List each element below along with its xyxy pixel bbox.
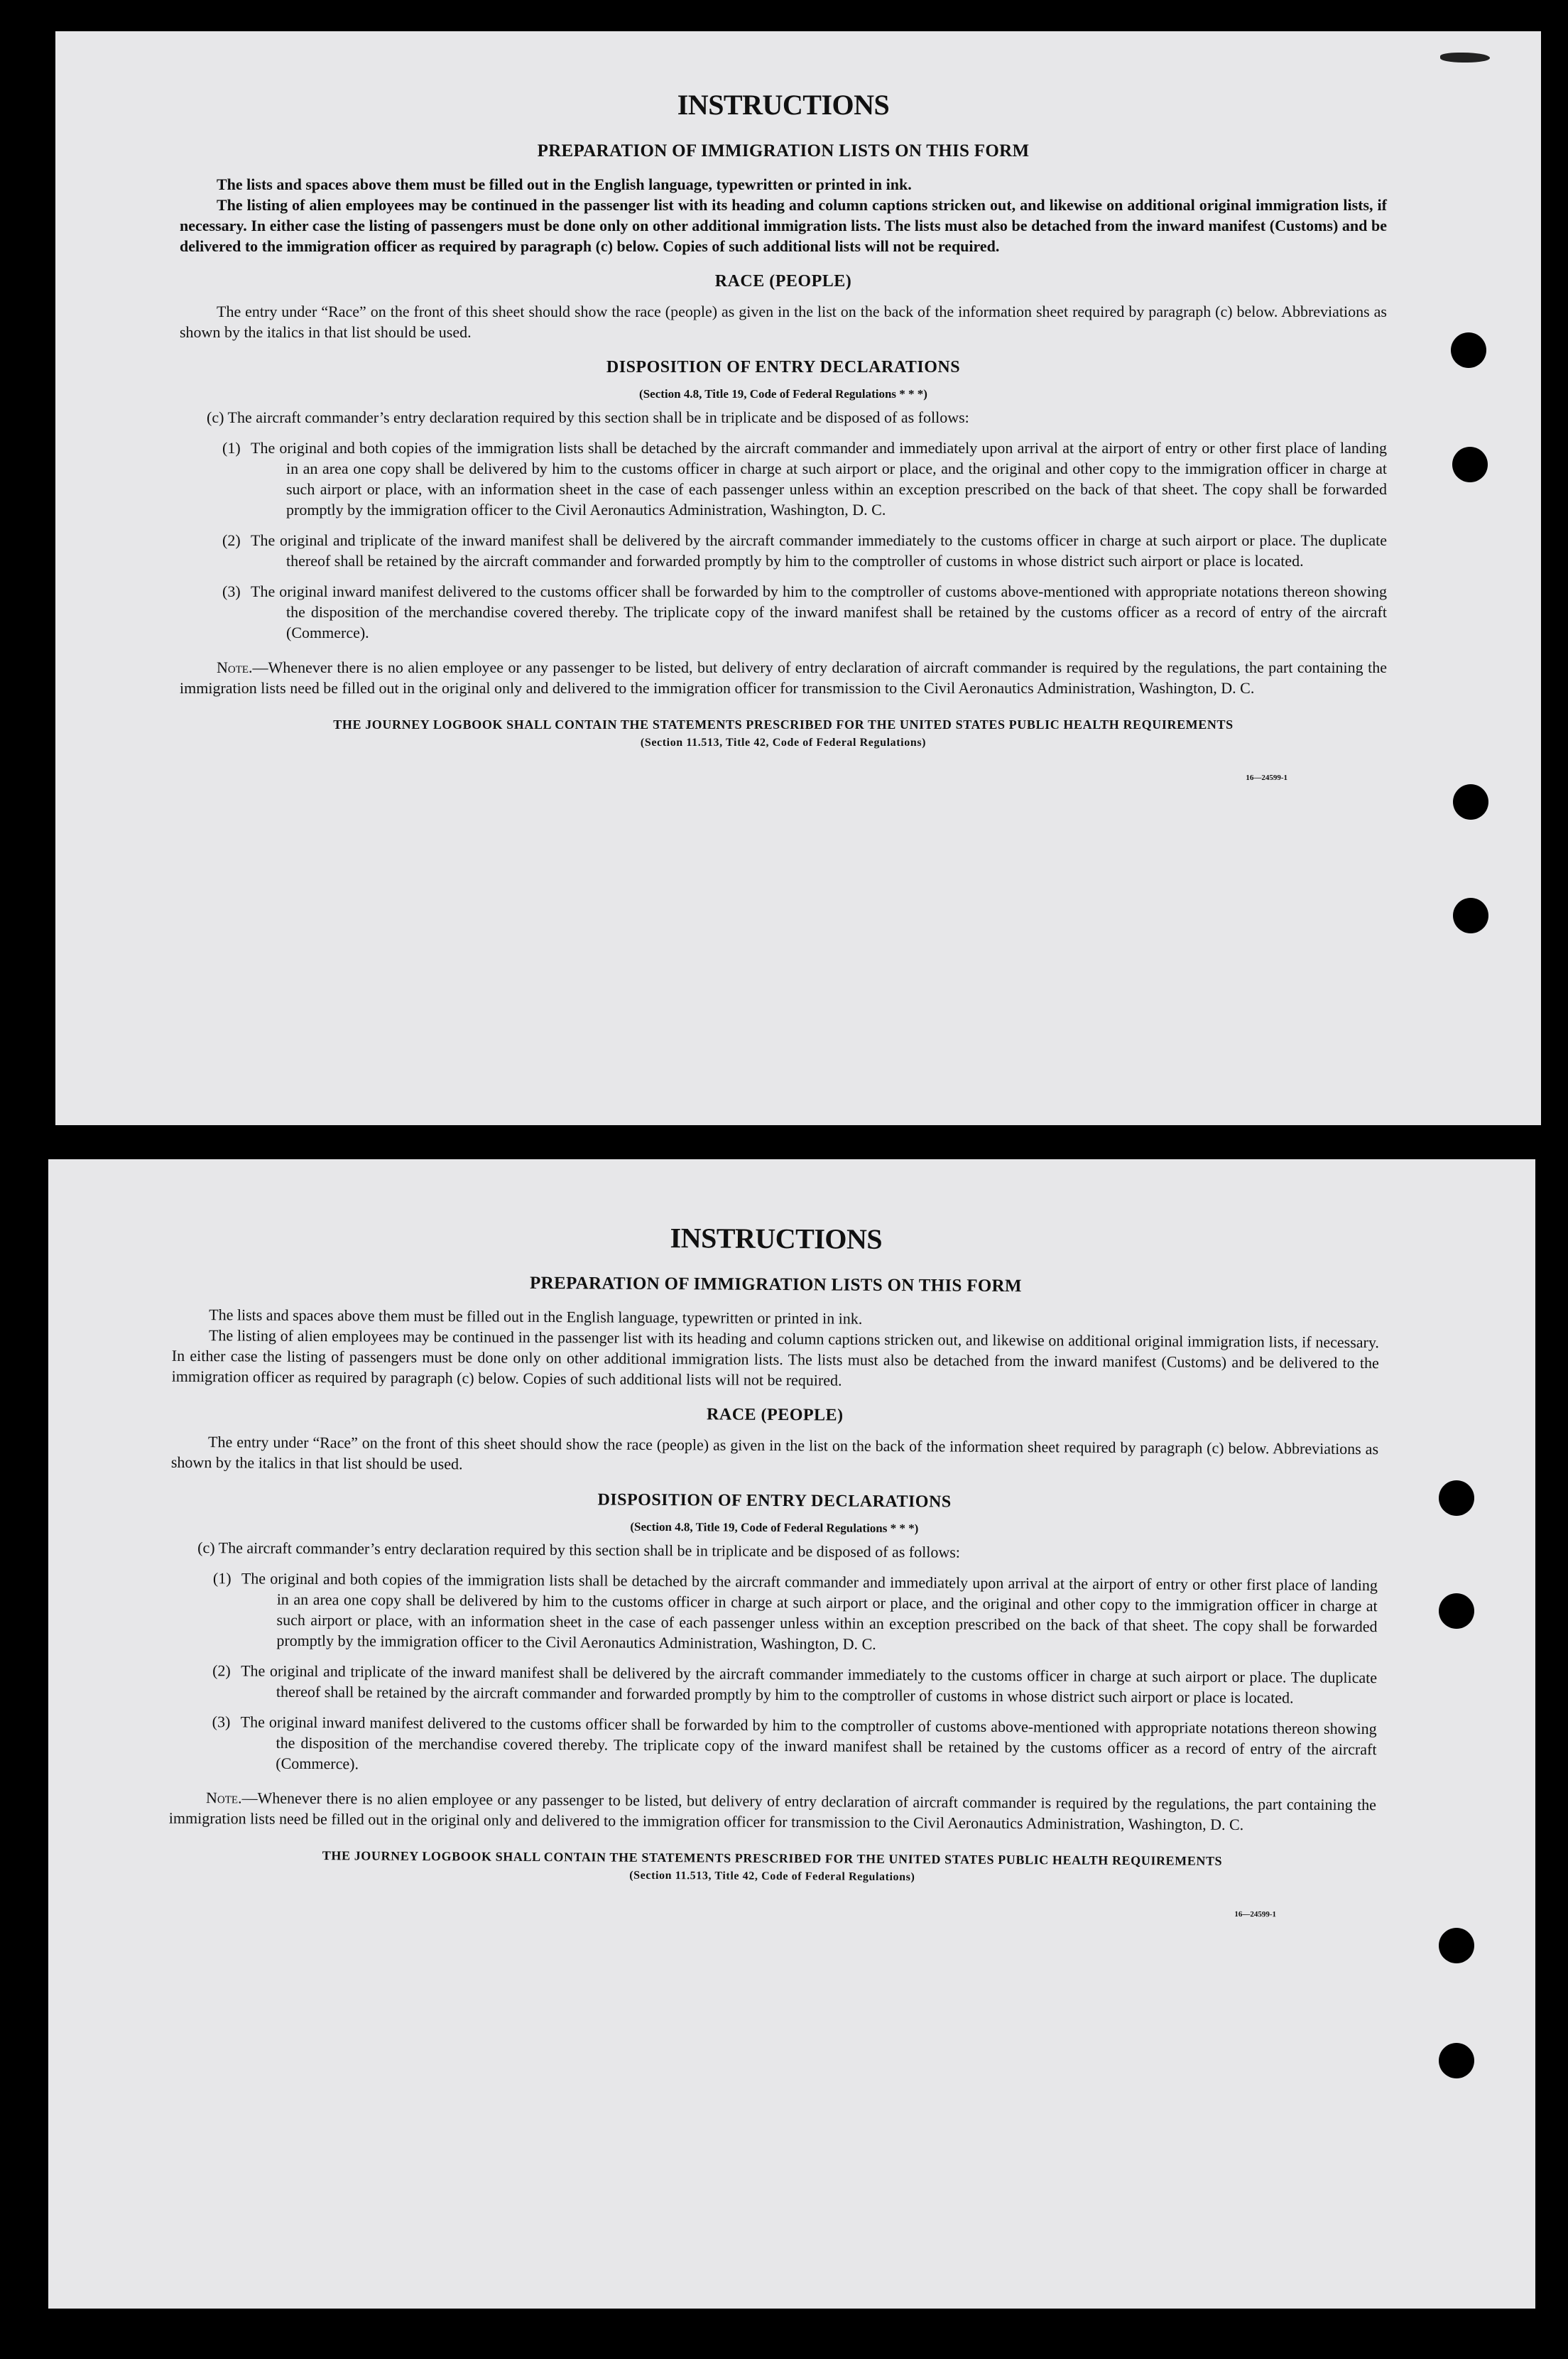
logbook-statement: THE JOURNEY LOGBOOK SHALL CONTAIN THE STATEMENTS PRESCRIBED FOR THE UNITED STATES PUBLIC HEALTH REQUIREMENTS xyxy=(322,1848,1223,1868)
list-item-text: The original inward manifest delivered to the customs officer shall be forwarded by him to the comptroller of customs above-mentioned with appropriate notations thereon showing the disposition of the merchandise covered thereby. The triplicate copy of the inward manifest shall be retained by the customs officer as a record of entry of the aircraft (Commerce). xyxy=(251,582,1387,641)
note-label: Note. xyxy=(217,658,253,676)
logbook-citation: (Section 11.513, Title 42, Code of Federal Regulations) xyxy=(640,737,927,749)
disposition-intro: (c) The aircraft commander’s entry declaration required by this section shall be in triplicate and be disposed of as follows: xyxy=(207,408,969,426)
sheet-content xyxy=(180,88,1387,782)
race-paragraph: The entry under “Race” on the front of this sheet should show the race (people) as given in the list on the back of the information sheet required by paragraph (c) below. Abbreviations as shown by the italics in that list should be used. xyxy=(170,1433,1379,1473)
page-title: INSTRUCTIONS xyxy=(677,89,890,121)
form-number: 16—24599-1 xyxy=(1234,1909,1277,1919)
preparation-paragraph-2: The listing of alien employees may be continued in the passenger list with its heading and column captions stricken out, and likewise on additional original immigration lists, if necessary. In either case the listing of passengers must be done only on other additional immigration lists. The lists must also be detached from the inward manifest (Customs) and be delivered to the immigration officer as required by paragraph (c) below. Copies of such additional lists will not be required. xyxy=(171,1326,1380,1389)
punch-hole xyxy=(1453,784,1488,820)
list-item-number: (2) xyxy=(222,531,241,549)
list-item-number: (1) xyxy=(212,1569,232,1588)
list-item-number: (1) xyxy=(222,439,241,457)
logbook-requirement xyxy=(168,1845,1376,1889)
section-heading-race: RACE (PEOPLE) xyxy=(707,1405,844,1425)
list-item-number: (3) xyxy=(222,582,241,600)
instruction-sheet-top xyxy=(55,31,1541,1125)
preparation-paragraph-2: The listing of alien employees may be continued in the passenger list with its heading and column captions stricken out, and likewise on additional original immigration lists, if necessary. In either case the listing of passengers must be done only on other additional immigration lists. The lists must also be detached from the inward manifest (Customs) and be delivered to the immigration officer as required by paragraph (c) below. Copies of such additional lists will not be required. xyxy=(180,196,1387,255)
list-item xyxy=(180,438,1387,520)
instruction-sheet-bottom xyxy=(48,1159,1535,2309)
race-paragraph: The entry under “Race” on the front of this sheet should show the race (people) as given in the list on the back of the information sheet required by paragraph (c) below. Abbreviations as shown by the italics in that list should be used. xyxy=(180,303,1387,341)
disposition-citation: (Section 4.8, Title 19, Code of Federal Regulations * * *) xyxy=(630,1519,919,1536)
sheet-content xyxy=(168,1218,1380,1919)
list-item xyxy=(180,530,1387,571)
note-paragraph xyxy=(180,657,1387,698)
note-label: Note. xyxy=(205,1789,242,1807)
note-text: —Whenever there is no alien employee or any passenger to be listed, but delivery of entry declaration of aircraft commander is required by the regulations, the part containing the immigration lists need be filled out in the original only and delivered to the immigration officer for transmission to the Civil Aeronautics Administration, Washington, D. C. xyxy=(168,1789,1377,1834)
list-item-text: The original and both copies of the immigration lists shall be detached by the aircraft commander and immediately upon arrival at the airport of entry or other first place of landing in an area one copy shall be delivered by him to the customs officer in charge at such airport or place, and the original and other copy to the immigration officer in charge at such airport or place, with an information sheet in the case of each passenger unless within an exception prescribed on the back of that sheet. The copy shall be forwarded promptly by the immigration officer to the Civil Aeronautics Administration, Washington, D. C. xyxy=(241,1569,1378,1653)
preparation-paragraph-1: The lists and spaces above them must be filled out in the English language, typewritten or printed in ink. xyxy=(209,1306,863,1328)
list-item xyxy=(170,1568,1378,1657)
list-item xyxy=(169,1711,1376,1780)
punch-hole xyxy=(1452,447,1488,482)
list-item-text: The original inward manifest delivered to the customs officer shall be forwarded by him to the comptroller of customs above-mentioned with appropriate notations thereon showing the disposition of the merchandise covered thereby. The triplicate copy of the inward manifest shall be retained by the customs officer as a record of entry of the aircraft (Commerce). xyxy=(240,1713,1377,1773)
punch-hole xyxy=(1439,1480,1474,1516)
disposition-intro: (c) The aircraft commander’s entry declaration required by this section shall be in triplicate and be disposed of as follows: xyxy=(197,1539,961,1561)
punch-hole xyxy=(1439,2043,1474,2078)
list-item-text: The original and both copies of the immigration lists shall be detached by the aircraft commander and immediately upon arrival at the airport of entry or other first place of landing in an area one copy shall be delivered by him to the customs officer in charge at such airport or place, and the original and other copy to the immigration officer in charge at such airport or place, with an information sheet in the case of each passenger unless within an exception prescribed on the back of that sheet. The copy shall be forwarded promptly by the immigration officer to the Civil Aeronautics Administration, Washington, D. C. xyxy=(251,439,1387,519)
ink-smudge xyxy=(1440,53,1490,63)
section-heading-disposition: DISPOSITION OF ENTRY DECLARATIONS xyxy=(597,1490,952,1512)
list-item-number: (2) xyxy=(212,1661,231,1680)
list-item-number: (3) xyxy=(212,1713,231,1731)
list-item xyxy=(170,1660,1377,1708)
list-item-text: The original and triplicate of the inward manifest shall be delivered by the aircraft commander immediately to the customs officer in charge at such airport or place. The duplicate thereof shall be retained by the aircraft commander and forwarded promptly by him to the comptroller of customs in whose district such airport or place is located. xyxy=(241,1661,1378,1707)
section-heading-race: RACE (PEOPLE) xyxy=(714,272,852,291)
list-item xyxy=(180,581,1387,643)
note-text: —Whenever there is no alien employee or any passenger to be listed, but delivery of entry declaration of aircraft commander is required by the regulations, the part containing the immigration lists need be filled out in the original only and delivered to the immigration officer for transmission to the Civil Aeronautics Administration, Washington, D. C. xyxy=(180,658,1387,697)
section-heading-preparation: PREPARATION OF IMMIGRATION LISTS ON THIS FORM xyxy=(530,1273,1022,1296)
punch-hole xyxy=(1453,898,1488,933)
logbook-citation: (Section 11.513, Title 42, Code of Federal Regulations) xyxy=(629,1869,915,1884)
list-item-text: The original and triplicate of the inward manifest shall be delivered by the aircraft commander immediately to the customs officer in charge at such airport or place. The duplicate thereof shall be retained by the aircraft commander and forwarded promptly by him to the comptroller of customs in whose district such airport or place is located. xyxy=(251,531,1387,570)
punch-hole xyxy=(1439,1593,1474,1629)
logbook-statement: THE JOURNEY LOGBOOK SHALL CONTAIN THE STATEMENTS PRESCRIBED FOR THE UNITED STATES PUBLIC HEALTH REQUIREMENTS xyxy=(333,717,1234,732)
page-title: INSTRUCTIONS xyxy=(670,1222,883,1255)
punch-hole xyxy=(1451,332,1486,368)
form-number: 16—24599-1 xyxy=(1246,774,1287,782)
logbook-requirement xyxy=(180,715,1387,752)
preparation-paragraph-1: The lists and spaces above them must be filled out in the English language, typewritten or printed in ink. xyxy=(217,175,912,193)
section-heading-disposition: DISPOSITION OF ENTRY DECLARATIONS xyxy=(606,358,961,376)
punch-hole xyxy=(1439,1928,1474,1963)
disposition-citation: (Section 4.8, Title 19, Code of Federal Regulations * * *) xyxy=(639,387,927,401)
note-paragraph xyxy=(169,1787,1376,1835)
section-heading-preparation: PREPARATION OF IMMIGRATION LISTS ON THIS FORM xyxy=(537,141,1030,161)
